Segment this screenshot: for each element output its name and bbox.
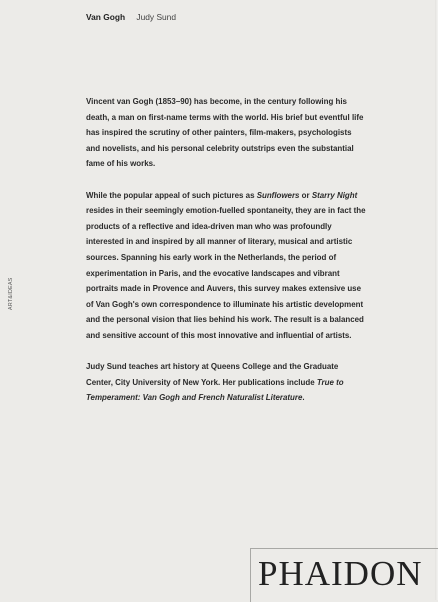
p2-text-1: While the popular appeal of such pictures as xyxy=(86,190,257,200)
p3-text-1: Judy Sund teaches art history at Queens College and the Graduate Center, City University of New York. Her publications include xyxy=(86,362,339,387)
series-label: ART&IDEAS xyxy=(8,277,14,310)
blurb-text xyxy=(86,94,366,421)
artwork-title-starry-night: Starry Night xyxy=(311,190,358,200)
paragraph-author-bio xyxy=(86,359,366,406)
paragraph-survey xyxy=(86,188,366,344)
publisher-logo-box xyxy=(250,548,438,602)
running-header xyxy=(86,12,176,23)
p2-text-2: or xyxy=(299,190,312,200)
publication-title: True to Temperament: Van Gogh and French Naturalist Literature xyxy=(86,377,344,403)
paragraph-intro: Vincent van Gogh (1853–90) has become, in the century following his death, a man on first-name terms with the world. His brief but eventful life has inspired the scrutiny of other painters, film-makers, psychologists and novelists, and his personal celebrity outstrips even the substantial fame of his works. xyxy=(86,97,364,169)
book-title: Van Gogh xyxy=(86,12,126,22)
p2-text-3: resides in their seemingly emotion-fuelled spontaneity, they are in fact the products of a reflective and idea-driven man who was profoundly interested in and inspired by all manner of literary, musical and artistic sources. Spanning his early work in the Netherlands, the period of experimentation in Paris, and the evocative landscapes and vibrant portraits made in Provence and Auvers, this survey makes extensive use of Van Gogh's own correspondence to illuminate his artistic development and the personal vision that lies behind his work. The result is a balanced and sensitive account of this most innovative and influential of artists. xyxy=(86,206,366,340)
book-author: Judy Sund xyxy=(136,12,176,22)
publisher-logo: PHAIDON xyxy=(258,554,423,593)
artwork-title-sunflowers: Sunflowers xyxy=(256,190,300,200)
p3-text-2: . xyxy=(302,393,305,403)
